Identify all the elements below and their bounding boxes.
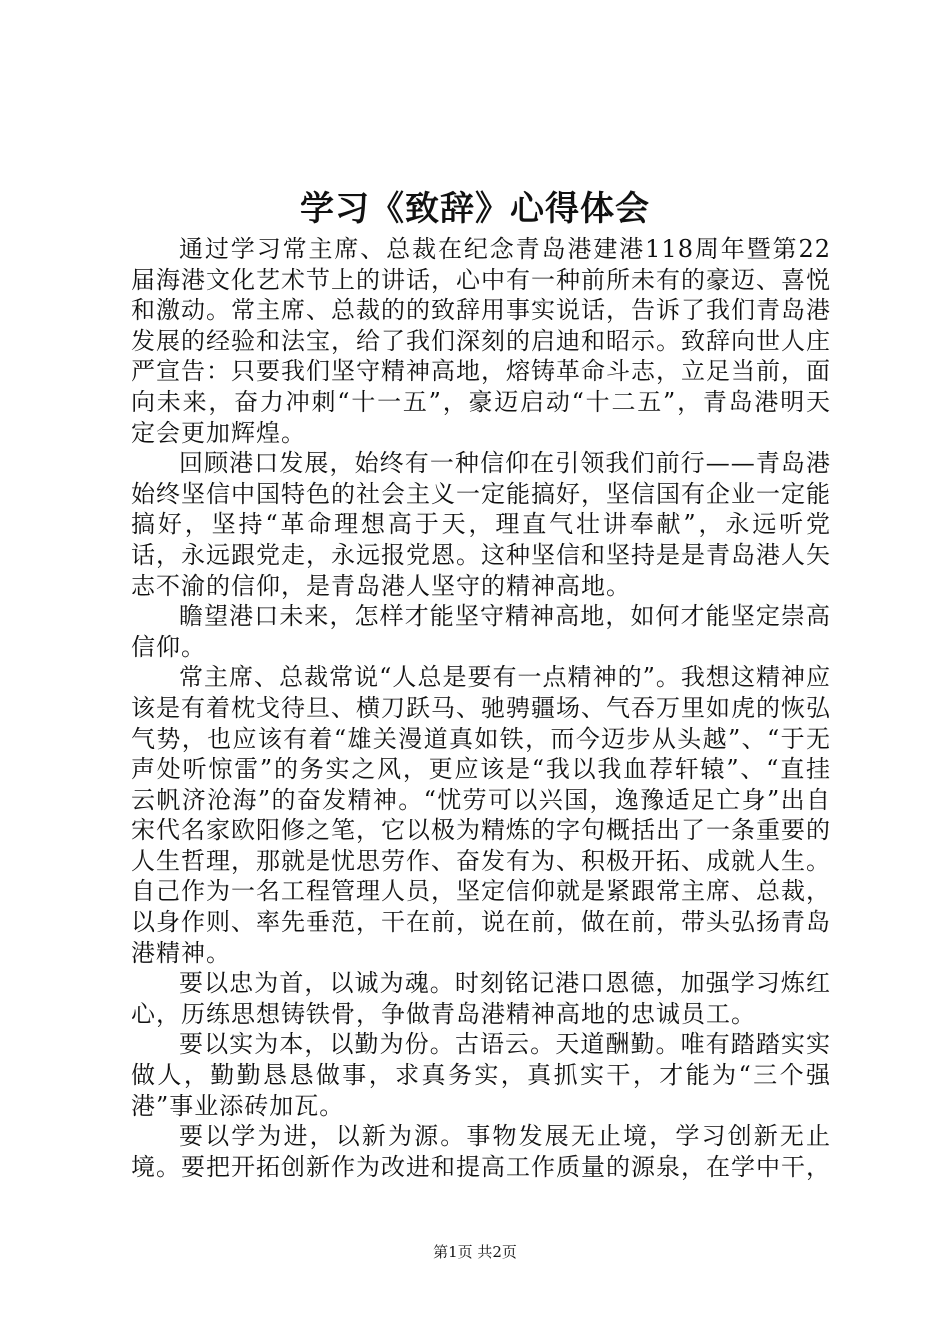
document-body [131, 234, 831, 1182]
paragraph-2: 回顾港口发展，始终有一种信仰在引领我们前行——青岛港始终坚信中国特色的社会主义一定能搞好，坚信国有企业一定能搞好，坚持“革命理想高于天，理直气壮讲奉献”，永远听党话，永远跟党走，永远报党恩。这种坚信和坚持是是青岛港人矢志不渝的信仰，是青岛港人坚守的精神高地。 [131, 449, 831, 600]
paragraph-1: 通过学习常主席、总裁在纪念青岛港建港118周年暨第22届海港文化艺术节上的讲话，心中有一种前所未有的豪迈、喜悦和激动。常主席、总裁的的致辞用事实说话，告诉了我们青岛港发展的经验和法宝，给了我们深刻的启迪和昭示。致辞向世人庄严宣告：只要我们坚守精神高地，熔铸革命斗志，立足当前，面向未来，奋力冲刺“十一五”，豪迈启动“十二五”，青岛港明天定会更加辉煌。 [131, 235, 831, 447]
paragraph-4: 常主席、总裁常说“人总是要有一点精神的”。我想这精神应该是有着枕戈待旦、横刀跃马、驰骋疆场、气吞万里如虎的恢弘气势，也应该有着“雄关漫道真如铁，而今迈步从头越”、“于无声处听惊雷”的务实之风，更应该是“我以我血荐轩辕”、“直挂云帆济沧海”的奋发精神。“忧劳可以兴国，逸豫适足亡身”出自宋代名家欧阳修之笔，它以极为精炼的字句概括出了一条重要的人生哲理，那就是忧思劳作、奋发有为、积极开拓、成就人生。自己作为一名工程管理人员，坚定信仰就是紧跟常主席、总裁，以身作则、率先垂范，干在前，说在前，做在前，带头弘扬青岛港精神。 [131, 663, 831, 967]
paragraph-6: 要以实为本，以勤为份。古语云。天道酬勤。唯有踏踏实实做人，勤勤恳恳做事，求真务实，真抓实干，才能为“三个强港”事业添砖加瓦。 [131, 1030, 831, 1120]
page-footer: 第1页 共2页 [433, 1243, 517, 1261]
paragraph-3: 瞻望港口未来，怎样才能坚守精神高地，如何才能坚定崇高信仰。 [131, 602, 831, 661]
document-title: 学习《致辞》心得体会 [300, 189, 650, 229]
paragraph-5: 要以忠为首，以诚为魂。时刻铭记港口恩德，加强学习炼红心，历练思想铸铁骨，争做青岛港精神高地的忠诚员工。 [131, 969, 831, 1028]
paragraph-7: 要以学为进，以新为源。事物发展无止境，学习创新无止境。要把开拓创新作为改进和提高工作质量的源泉，在学中干， [131, 1122, 831, 1181]
